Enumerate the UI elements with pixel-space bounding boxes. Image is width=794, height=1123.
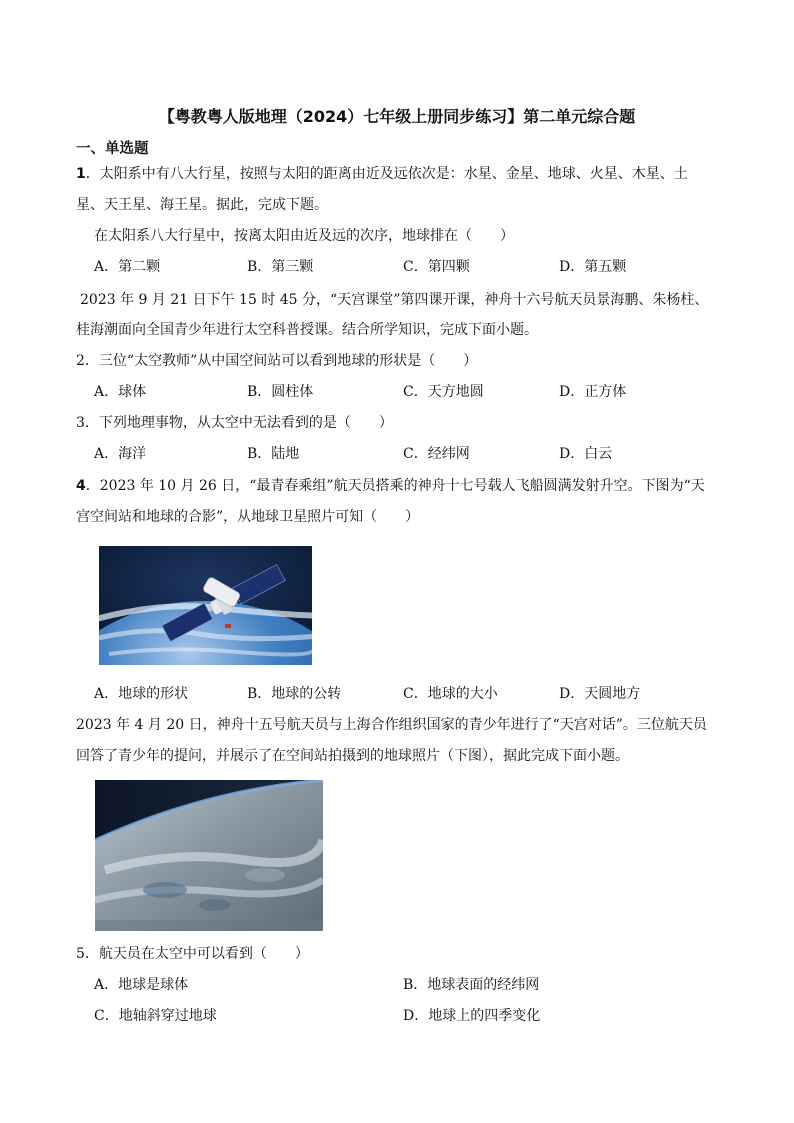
question-1-line-1 [76,164,688,184]
question-3-option-c: C．经纬网 [403,446,470,462]
question-5-option-d: D．地球上的四季变化 [403,1008,541,1024]
question-1-option-c: C．第四颗 [403,259,470,275]
question-4-text: ．2023 年 10 月 26 日，“最青春乘组”航天员搭乘的神舟十七号载人飞船圆满发射升空。下图为“天 [85,478,705,494]
space-station-earth-photo [99,546,312,665]
question-2-option-c: C．天方地圆 [403,384,484,400]
question-4-number: 4 [76,478,86,494]
question-1-option-b: B．第三颗 [247,259,314,275]
question-1-line-2: 星、天王星、海王星。据此，完成下题。 [76,197,328,213]
question-3-option-a: A．海洋 [94,446,147,462]
question-1-stem: 在太阳系八大行星中，按离太阳由近及远的次序，地球排在（ ） [94,228,514,244]
question-4-option-c: C．地球的大小 [403,686,498,702]
passage-2-line-1: 2023 年 4 月 20 日，神舟十五号航天员与上海合作组织国家的青少年进行了“天宫对话”。三位航天员 [76,717,707,733]
question-1-option-d: D．第五颗 [559,259,627,275]
question-1-number: 1 [76,166,86,182]
question-2-option-d: D．正方体 [559,384,627,400]
question-5-option-a: A．地球是球体 [94,977,189,993]
question-2-option-b: B．圆柱体 [247,384,314,400]
section-heading: 一、单选题 [76,141,149,157]
question-3-option-b: B．陆地 [247,446,300,462]
question-2-option-a: A．球体 [94,384,147,400]
page-title: 【粤教粤人版地理（2024）七年级上册同步练习】第二单元综合题 [158,107,636,126]
question-2-text: 2．三位“太空教师”从中国空间站可以看到地球的形状是（ ） [76,353,478,369]
earth-from-station-photo [95,780,323,931]
passage-2-line-2: 回答了青少年的提问，并展示了在空间站拍摄到的地球照片（下图），据此完成下面小题。 [76,748,629,764]
question-5-option-c: C．地轴斜穿过地球 [94,1008,217,1024]
question-3-option-d: D．白云 [559,446,613,462]
passage-1-line-1: 2023 年 9 月 21 日下午 15 时 45 分，“天宫课堂”第四课开课，神舟十六号航天员景海鹏、朱杨柱、 [80,292,709,308]
question-4-option-a: A．地球的形状 [94,686,189,702]
question-4-option-d: D．天圆地方 [559,686,641,702]
passage-1-line-2: 桂海潮面向全国青少年进行太空科普授课。结合所学知识，完成下面小题。 [76,322,538,338]
question-1-text: ．太阳系中有八大行星，按照与太阳的距离由近及远依次是：水星、金星、地球、火星、木星、土 [85,166,688,182]
question-4-line-2: 宫空间站和地球的合影”，从地球卫星照片可知（ ） [76,509,420,525]
question-3-text: 3．下列地理事物，从太空中无法看到的是（ ） [76,415,393,431]
question-4-line-1 [76,476,705,496]
question-4-option-b: B．地球的公转 [247,686,342,702]
question-5-text: 5．航天员在太空中可以看到（ ） [76,946,309,962]
question-1-option-a: A．第二颗 [94,259,161,275]
question-5-option-b: B．地球表面的经纬网 [403,977,540,993]
